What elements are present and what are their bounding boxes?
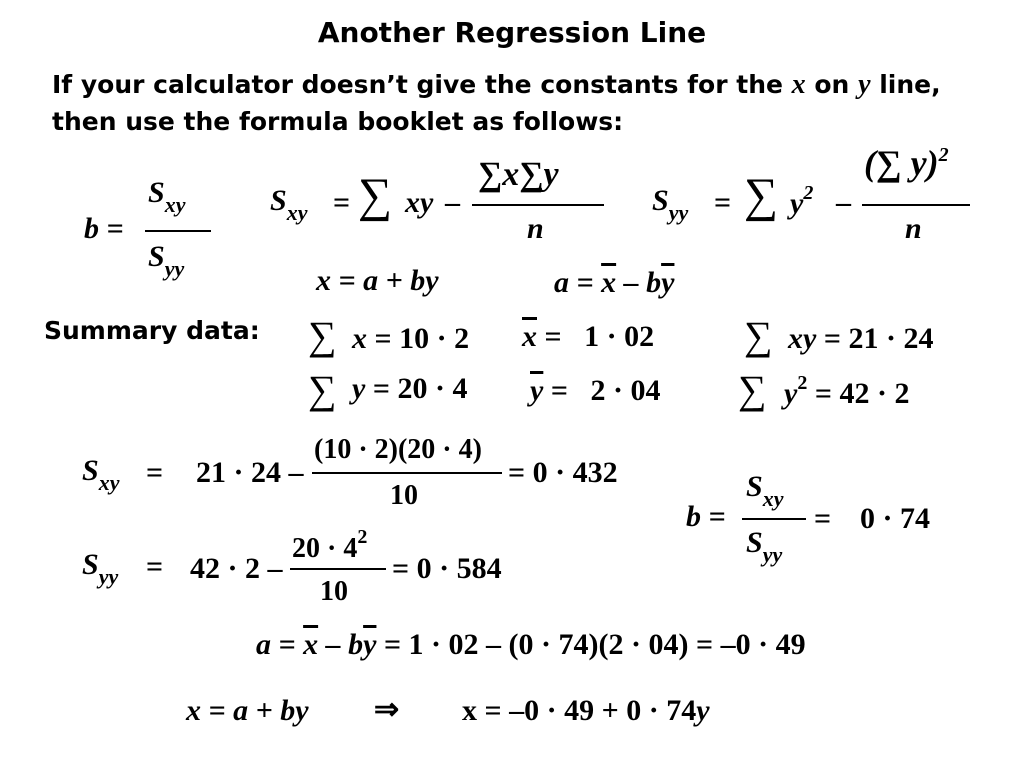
xbar-eq: = <box>537 320 562 353</box>
syy-formula-term <box>790 182 813 221</box>
b-calc-result: 0 · 74 <box>860 502 931 535</box>
sum-xy-expr <box>788 322 933 356</box>
b-formula-lhs: b = <box>84 212 124 245</box>
sum-y2-value: 42 · 2 <box>839 377 910 410</box>
sum-y2-eq: = <box>807 377 832 410</box>
b-calc-numerator <box>746 470 783 512</box>
sxy-formula-minus: – <box>445 186 460 219</box>
sxy-formula-s: S <box>270 184 287 217</box>
b-calc-lhs: b = <box>686 500 726 533</box>
sxy-calc-eq: = <box>146 456 164 489</box>
sum-y-value: 20 · 4 <box>397 372 468 405</box>
sxy-calc-sub: xy <box>98 470 120 495</box>
sum-y2-symbol: ∑ <box>738 367 767 412</box>
syy-calc-s: S <box>82 548 99 581</box>
syy-formula-lhs <box>652 184 688 226</box>
ybar-eq: = <box>543 374 568 407</box>
syy-formula-frac-num <box>864 142 949 184</box>
a-calc-working: 1 · 02 – (0 · 74)(2 · 04) = <box>408 628 721 661</box>
sum-x-eq: = <box>367 322 392 355</box>
page-title: Another Regression Line <box>317 16 707 49</box>
a-eq-lhs: a = <box>554 266 602 299</box>
sum-y2-sup: 2 <box>797 372 808 394</box>
sxy-calc-result: = 0 · 432 <box>508 456 618 489</box>
sum-y2-var: y <box>784 377 798 410</box>
intro-text <box>52 66 972 140</box>
final-lhs: x = a + by <box>186 694 309 727</box>
syy-calc-num-sup: 2 <box>357 526 368 548</box>
syy-calc-fraction-bar <box>290 568 386 570</box>
a-eq-mid: – b <box>616 266 662 299</box>
sxy-formula-sum: ∑ <box>358 169 393 222</box>
sxy-calc-s: S <box>82 454 99 487</box>
b-formula-fraction-bar <box>145 230 211 232</box>
summary-label: Summary data: <box>44 316 260 345</box>
a-calc-mid: – b <box>318 628 364 661</box>
sum-y-var: y <box>352 372 366 405</box>
a-equation <box>554 266 674 300</box>
implies-arrow-icon: ⇒ <box>374 693 400 726</box>
syy-calc-eq: = <box>146 550 164 583</box>
sum-y-symbol: ∑ <box>308 367 337 412</box>
intro-part1: If your calculator doesn’t give the constants for the <box>52 70 792 99</box>
sum-xy-eq: = <box>816 322 841 355</box>
a-calc-result: –0 · 49 <box>720 628 806 661</box>
sum-y-eq: = <box>365 372 390 405</box>
intro-var-x: x <box>791 69 806 100</box>
sum-y-expr <box>352 372 467 406</box>
b-calc-den-s: S <box>746 526 763 559</box>
syy-calc-frac-den: 10 <box>320 576 348 607</box>
b-calc-num-sub: xy <box>762 486 784 511</box>
sum-y2-expr <box>784 372 909 411</box>
a-calc-ybar: $\overline{y}$ <box>363 628 377 661</box>
syy-formula-frac-den: n <box>905 212 922 245</box>
sum-xy-symbol: ∑ <box>744 313 773 358</box>
final-rhs-var: y <box>696 694 710 727</box>
syy-calc-frac-num <box>292 526 367 565</box>
sxy-calc-frac-den: 10 <box>390 480 418 511</box>
sum-x-symbol: ∑ <box>308 313 337 358</box>
sum-xy-var: xy <box>788 322 817 355</box>
sxy-formula-lhs <box>270 184 307 226</box>
b-formula-num-sub: xy <box>164 192 186 217</box>
syy-calc-first: 42 · 2 – <box>190 552 283 585</box>
sxy-calc-lhs <box>82 454 119 496</box>
syy-formula-sum: ∑ <box>744 169 779 222</box>
xbar-expr <box>522 320 654 354</box>
a-calc-eq: = <box>376 628 409 661</box>
b-formula-den-s: S <box>148 240 165 273</box>
sxy-formula-frac-den: n <box>527 212 544 245</box>
sxy-calc-fraction-bar <box>312 472 502 474</box>
sxy-formula-term: xy <box>405 186 434 219</box>
b-calc-eq: = <box>814 502 832 535</box>
syy-formula-minus: – <box>836 186 851 219</box>
syy-calc-num-text: 20 · 4 <box>292 533 358 564</box>
a-eq-ybar: $\overline{y}$ <box>661 266 675 299</box>
syy-formula-y: y <box>790 187 804 220</box>
sxy-calc-first: 21 · 24 – <box>196 456 304 489</box>
ybar-value: 2 · 04 <box>590 374 661 407</box>
sxy-formula-eq: = <box>333 186 351 219</box>
a-calc-expr <box>256 628 806 662</box>
xbar-value: 1 · 02 <box>584 320 655 353</box>
sum-xy-value: 21 · 24 <box>848 322 934 355</box>
sum-x-value: 10 · 2 <box>399 322 470 355</box>
syy-formula-y-sup: 2 <box>803 182 814 204</box>
b-formula-den-sub: yy <box>164 256 185 281</box>
syy-calc-sub: yy <box>98 564 119 589</box>
intro-part2: on <box>805 70 859 99</box>
sxy-calc-frac-num: (10 · 2)(20 · 4) <box>314 434 482 465</box>
xbar-var: $\overline{x}$ <box>522 320 537 353</box>
sxy-formula-frac-num: ∑x∑y <box>478 156 559 193</box>
intro-part3: line, then use the formula booklet as follows: <box>52 70 941 136</box>
sxy-formula-fraction-bar <box>472 204 604 206</box>
sum-x-var: x <box>352 322 367 355</box>
b-calc-denominator <box>746 526 782 568</box>
syy-calc-lhs <box>82 548 118 590</box>
intro-var-y: y <box>858 69 871 100</box>
ybar-var: $\overline{y}$ <box>530 374 544 407</box>
b-formula-numerator <box>148 176 185 218</box>
syy-formula-num-text: (∑ y) <box>864 143 939 183</box>
final-rhs <box>462 694 710 728</box>
syy-calc-result: = 0 · 584 <box>392 552 502 585</box>
a-calc-lhs: a = <box>256 628 304 661</box>
b-calc-fraction-bar <box>742 518 806 520</box>
a-eq-xbar: $\overline{x}$ <box>601 266 617 299</box>
syy-formula-s: S <box>652 184 669 217</box>
b-formula-num-s: S <box>148 176 165 209</box>
a-calc-xbar: $\overline{x}$ <box>303 628 319 661</box>
ybar-expr <box>530 374 660 408</box>
b-calc-num-s: S <box>746 470 763 503</box>
syy-formula-fraction-bar <box>862 204 970 206</box>
syy-formula-eq: = <box>714 186 732 219</box>
b-calc-den-sub: yy <box>762 542 783 567</box>
b-formula-denominator <box>148 240 184 282</box>
final-rhs-expr: x = –0 · 49 + 0 · 74 <box>462 694 697 727</box>
syy-formula-num-sup: 2 <box>938 144 949 166</box>
syy-formula-sub: yy <box>668 200 689 225</box>
sum-x-expr <box>352 322 469 356</box>
line-equation: x = a + by <box>316 264 439 297</box>
sxy-formula-sub: xy <box>286 200 308 225</box>
